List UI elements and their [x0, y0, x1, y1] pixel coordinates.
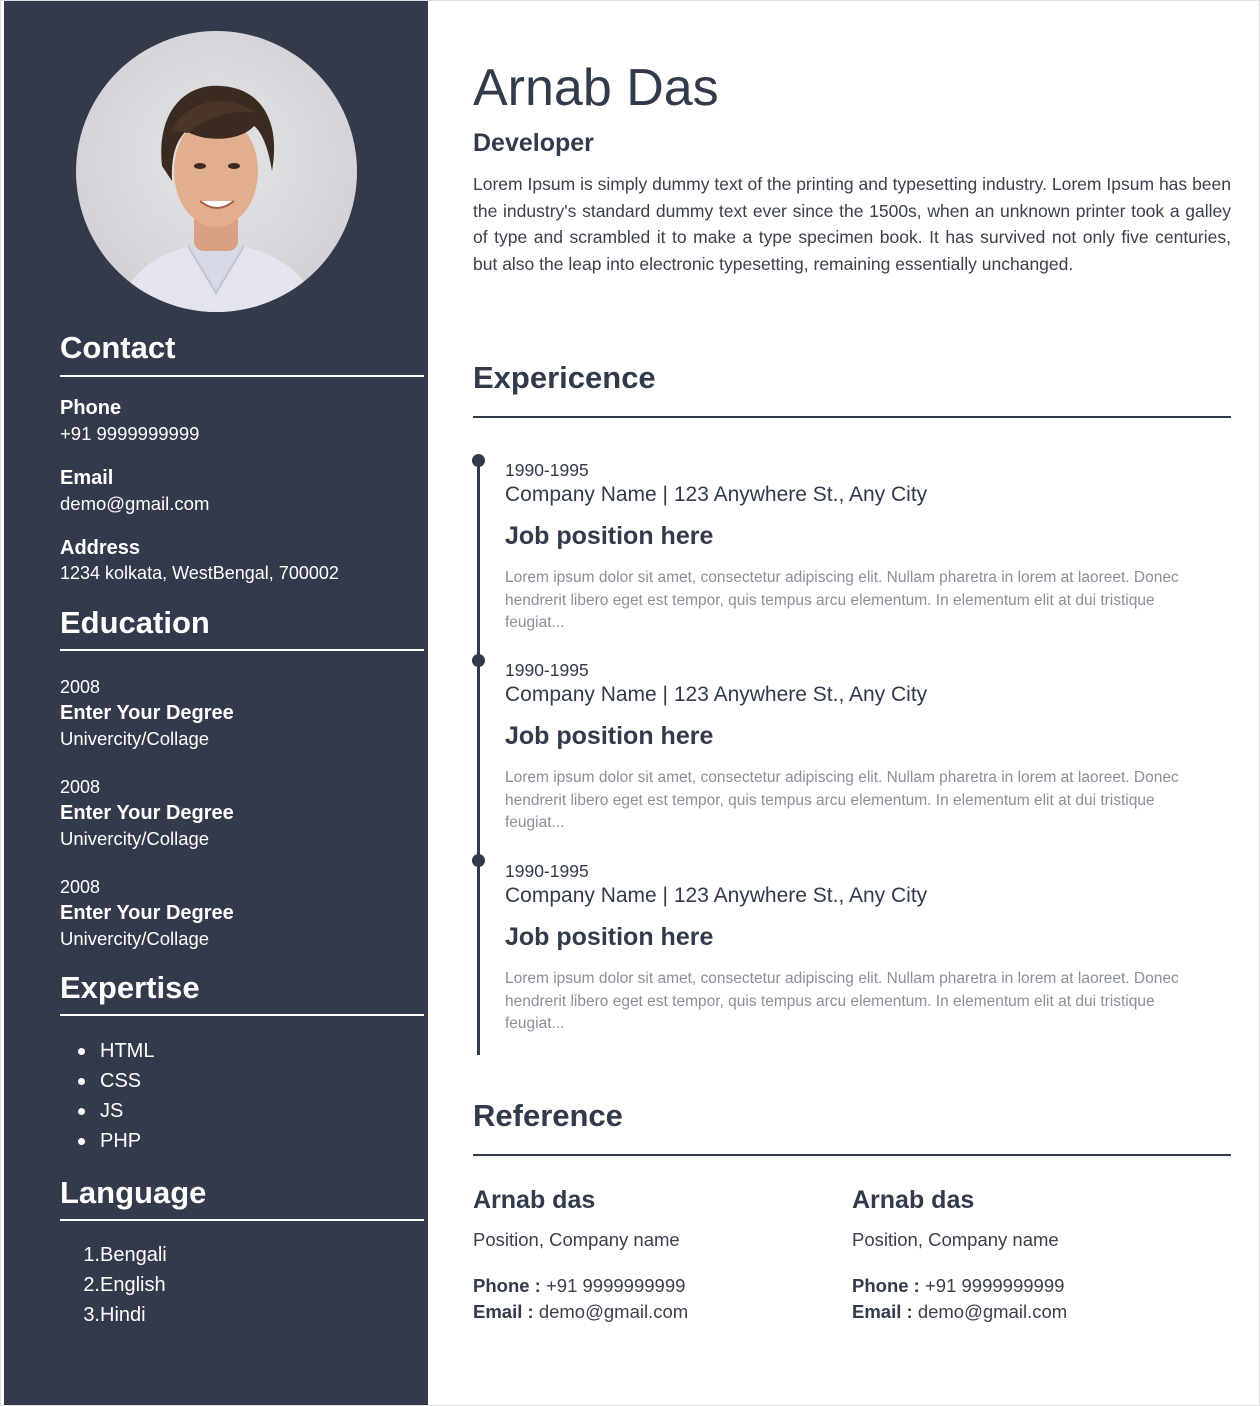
education-year: 2008 — [60, 677, 101, 697]
experience-description: Lorem ipsum dolor sit amet, consectetur adipiscing elit. Nullam pharetra in lorem at laoreet. Donec hendrerit libero eget est tempor, quis tempus arcu elementum. In elementum elit at dui tristique feugiat... — [505, 769, 1179, 831]
phone-value: +91 9999999999 — [60, 423, 200, 444]
language-number: 2. — [83, 1274, 100, 1296]
language-rule — [60, 1219, 424, 1221]
education-degree: Enter Your Degree — [60, 902, 234, 924]
experience-company: Company Name | 123 Anywhere St., Any City — [505, 483, 928, 506]
email-label: Email — [60, 467, 114, 489]
reference-phone-label: Phone : — [852, 1275, 920, 1296]
profile-photo — [76, 31, 357, 312]
timeline-dot — [472, 854, 485, 867]
language-number: 3. — [83, 1304, 100, 1326]
reference-position: Position, Company name — [852, 1229, 1059, 1250]
reference-email — [852, 1301, 1067, 1323]
timeline-dot — [472, 654, 485, 667]
experience-company: Company Name | 123 Anywhere St., Any City — [505, 683, 928, 706]
experience-description: Lorem ipsum dolor sit amet, consectetur adipiscing elit. Nullam pharetra in lorem at laoreet. Donec hendrerit libero eget est tempor, quis tempus arcu elementum. In elementum elit at dui tristique feugiat... — [505, 569, 1179, 631]
contact-rule — [60, 375, 424, 377]
experience-years: 1990-1995 — [505, 660, 589, 680]
address-value: 1234 kolkata, WestBengal, 700002 — [60, 563, 339, 583]
phone-label: Phone — [60, 397, 122, 419]
language-title: Language — [60, 1175, 207, 1210]
experience-position: Job position here — [505, 923, 714, 951]
reference-phone — [473, 1275, 685, 1297]
education-year: 2008 — [60, 877, 101, 897]
expertise-item: JS — [100, 1100, 124, 1122]
expertise-item: CSS — [100, 1070, 142, 1092]
language-item: English — [100, 1274, 166, 1296]
reference-title: Reference — [473, 1098, 623, 1133]
reference-position: Position, Company name — [473, 1229, 680, 1250]
timeline-dot — [472, 454, 485, 467]
reference-name: Arnab das — [852, 1186, 975, 1214]
reference-email-value: demo@gmail.com — [538, 1301, 689, 1322]
education-rule — [60, 649, 424, 651]
language-item: Hindi — [100, 1304, 146, 1326]
expertise-rule — [60, 1014, 424, 1016]
profile-summary: Lorem Ipsum is simply dummy text of the printing and typesetting industry. Lorem Ipsum has been the industry's standard dummy text ever since the 1500s, when an unknown printer took a galley of type and scrambled it to make a type specimen book. It has survived not only five centuries, but also the leap into electronic typesetting, remaining essentially unchanged. — [473, 174, 1231, 274]
education-school: Univercity/Collage — [60, 728, 210, 749]
reference-phone-value: +91 9999999999 — [924, 1275, 1065, 1296]
reference-email-value: demo@gmail.com — [917, 1301, 1068, 1322]
reference-rule — [473, 1154, 1231, 1156]
email-value: demo@gmail.com — [60, 493, 210, 514]
reference-phone — [852, 1275, 1064, 1297]
experience-position: Job position here — [505, 522, 714, 550]
education-school: Univercity/Collage — [60, 928, 210, 949]
language-item: Bengali — [100, 1244, 167, 1266]
bullet-icon — [78, 1078, 85, 1085]
profile-portrait — [76, 31, 357, 312]
reference-phone-value: +91 9999999999 — [545, 1275, 686, 1296]
bullet-icon — [78, 1048, 85, 1055]
bullet-icon — [78, 1108, 85, 1115]
experience-title: Expericence — [473, 360, 656, 395]
profile-name: Arnab Das — [473, 59, 719, 117]
education-year: 2008 — [60, 777, 101, 797]
expertise-title: Expertise — [60, 970, 200, 1005]
experience-description: Lorem ipsum dolor sit amet, consectetur adipiscing elit. Nullam pharetra in lorem at laoreet. Donec hendrerit libero eget est tempor, quis tempus arcu elementum. In elementum elit at dui tristique feugiat... — [505, 970, 1179, 1032]
education-school: Univercity/Collage — [60, 828, 210, 849]
experience-years: 1990-1995 — [505, 460, 589, 480]
education-degree: Enter Your Degree — [60, 702, 234, 724]
experience-company: Company Name | 123 Anywhere St., Any City — [505, 884, 928, 907]
expertise-item: PHP — [100, 1130, 142, 1152]
experience-rule — [473, 416, 1231, 418]
expertise-item: HTML — [100, 1040, 155, 1062]
experience-years: 1990-1995 — [505, 861, 589, 881]
profile-role: Developer — [473, 129, 594, 157]
address-label: Address — [60, 537, 141, 559]
reference-email-label: Email : — [852, 1301, 913, 1322]
reference-email-label: Email : — [473, 1301, 534, 1322]
experience-position: Job position here — [505, 722, 714, 750]
contact-title: Contact — [60, 330, 176, 365]
education-degree: Enter Your Degree — [60, 802, 234, 824]
bullet-icon — [78, 1138, 85, 1145]
reference-email — [473, 1301, 688, 1323]
timeline-line — [477, 459, 480, 1055]
education-title: Education — [60, 605, 210, 640]
language-number: 1. — [83, 1244, 100, 1266]
reference-phone-label: Phone : — [473, 1275, 541, 1296]
reference-name: Arnab das — [473, 1186, 596, 1214]
